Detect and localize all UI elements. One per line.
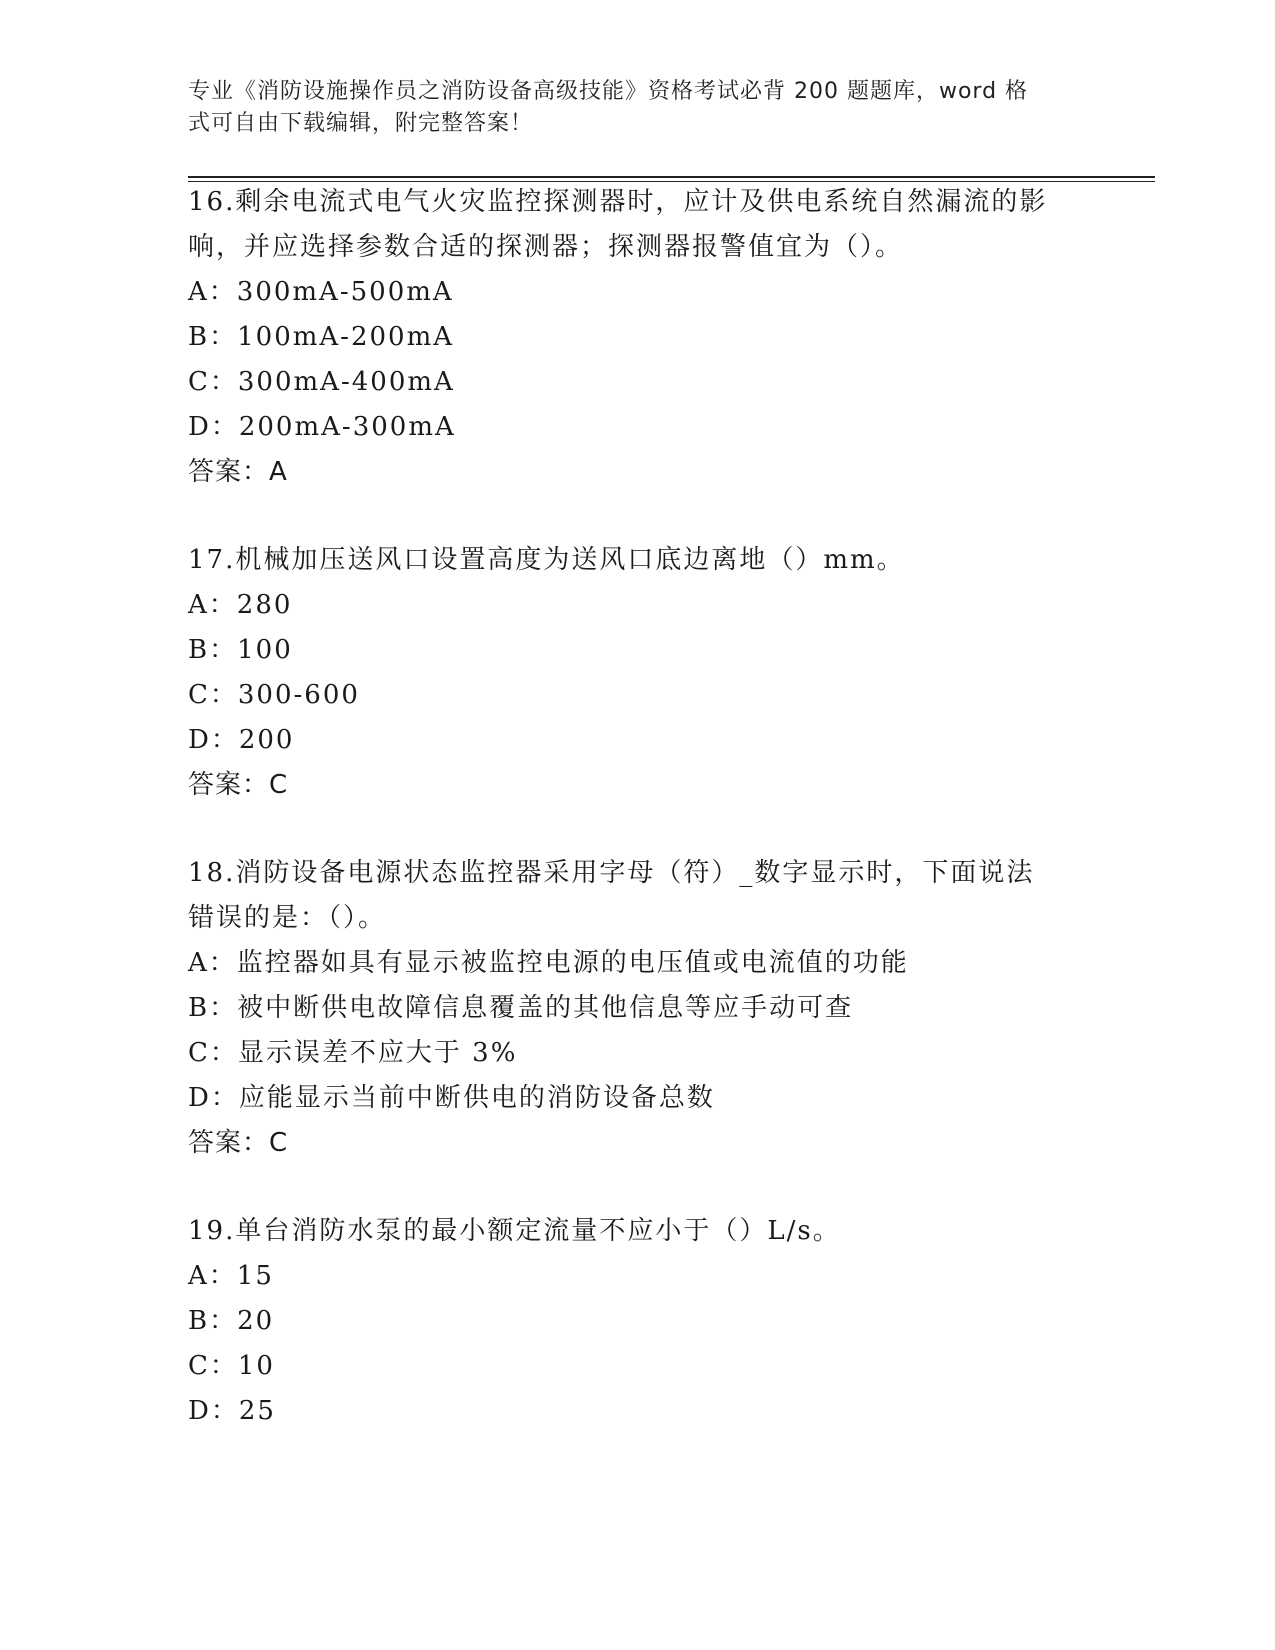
header-line-1: 专业《消防设施操作员之消防设备高级技能》资格考试必背 200 题题库，word 格 <box>188 79 1029 104</box>
answer: 答案：C <box>188 770 289 800</box>
option-c: C：10 <box>188 1351 275 1381</box>
option-b: B：被中断供电故障信息覆盖的其他信息等应手动可查 <box>188 993 854 1023</box>
answer: 答案：A <box>188 457 288 487</box>
question-stem-line: 响，并应选择参数合适的探测器；探测器报警值宜为（）。 <box>188 232 904 262</box>
question-18 <box>188 851 1088 1166</box>
question-stem-line: 18.消防设备电源状态监控器采用字母（符）_数字显示时，下面说法 <box>188 858 1035 888</box>
option-d: D：25 <box>188 1396 276 1426</box>
question-stem-line: 19.单台消防水泵的最小额定流量不应小于（）L/s。 <box>188 1216 841 1246</box>
option-a: A：监控器如具有显示被监控电源的电压值或电流值的功能 <box>188 948 909 978</box>
option-b: B：100mA-200mA <box>188 322 455 352</box>
document-header <box>188 76 1068 140</box>
question-stem-line: 16.剩余电流式电气火灾监控探测器时，应计及供电系统自然漏流的影 <box>188 187 1048 217</box>
header-line-2: 式可自由下载编辑，附完整答案！ <box>188 111 534 136</box>
option-c: C：300mA-400mA <box>188 367 455 397</box>
option-a: A：300mA-500mA <box>188 277 454 307</box>
option-d: D：应能显示当前中断供电的消防设备总数 <box>188 1083 715 1113</box>
option-c: C：300-600 <box>188 680 360 710</box>
question-stem-line: 错误的是：（）。 <box>188 903 387 933</box>
question-19 <box>188 1209 1088 1434</box>
question-17 <box>188 538 1088 808</box>
option-d: D：200mA-300mA <box>188 412 456 442</box>
question-stem-line: 17.机械加压送风口设置高度为送风口底边离地（）mm。 <box>188 545 905 575</box>
option-b: B：20 <box>188 1306 275 1336</box>
answer: 答案：C <box>188 1128 289 1158</box>
option-a: A：280 <box>188 590 293 620</box>
question-16 <box>188 180 1088 495</box>
option-a: A：15 <box>188 1261 274 1291</box>
header-divider-thick <box>188 176 1155 178</box>
option-d: D：200 <box>188 725 295 755</box>
option-c: C：显示误差不应大于 3% <box>188 1038 518 1068</box>
option-b: B：100 <box>188 635 293 665</box>
